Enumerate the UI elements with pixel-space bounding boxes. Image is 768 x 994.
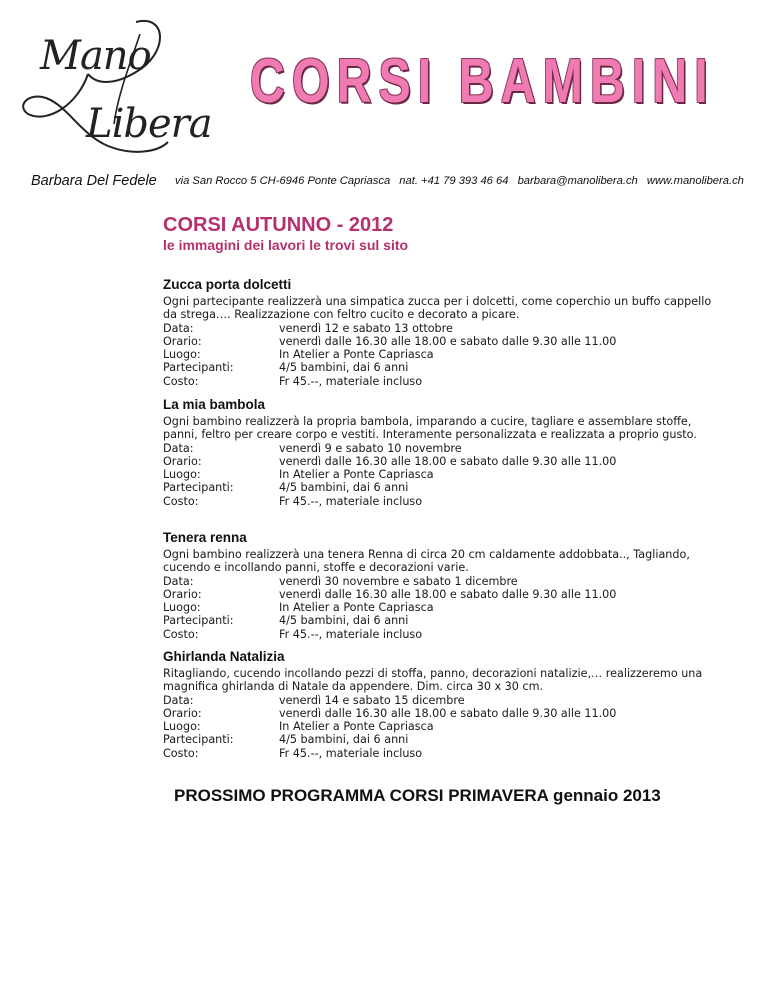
detail-label: Costo: xyxy=(163,627,199,641)
detail-row-luogo xyxy=(163,720,723,733)
detail-row-data xyxy=(163,694,723,707)
detail-value: 4/5 bambini, dai 6 anni xyxy=(279,481,409,495)
course-bambola xyxy=(163,397,723,508)
detail-row-costo xyxy=(163,747,723,760)
course-zucca xyxy=(163,277,723,388)
detail-label: Partecipanti: xyxy=(163,481,234,495)
course-renna xyxy=(163,530,723,641)
detail-label: Data: xyxy=(163,441,194,455)
page-title: CORSI AUTUNNO - 2012 xyxy=(163,214,394,236)
detail-value: venerdì dalle 16.30 alle 18.00 e sabato dalle 9.30 alle 11.00 xyxy=(279,706,617,720)
detail-row-partecipanti xyxy=(163,481,723,494)
detail-label: Orario: xyxy=(163,454,202,468)
contact-website[interactable]: www.manolibera.ch xyxy=(646,175,744,187)
detail-value: In Atelier a Ponte Capriasca xyxy=(279,348,434,362)
detail-label: Data: xyxy=(163,693,194,707)
detail-row-data xyxy=(163,575,723,588)
detail-label: Costo: xyxy=(163,374,199,388)
course-title: Zucca porta dolcetti xyxy=(163,277,292,292)
detail-label: Partecipanti: xyxy=(163,733,234,747)
detail-label: Luogo: xyxy=(163,601,201,615)
detail-row-orario xyxy=(163,707,723,720)
course-title: La mia bambola xyxy=(163,397,266,412)
course-description: Ogni bambino realizzerà una tenera Renna di circa 20 cm caldamente addobbata.., Tagliando, cucendo e incollando panni, stoffe e decorazioni varie. xyxy=(163,548,690,575)
detail-value: Fr 45.--, materiale incluso xyxy=(279,374,423,388)
banner xyxy=(250,42,715,122)
banner-title: CORSI BAMBINI xyxy=(250,47,715,116)
detail-value: venerdì dalle 16.30 alle 18.00 e sabato dalle 9.30 alle 11.00 xyxy=(279,334,617,348)
detail-value: In Atelier a Ponte Capriasca xyxy=(279,468,434,482)
detail-value: Fr 45.--, materiale incluso xyxy=(279,746,423,760)
detail-value: venerdì dalle 16.30 alle 18.00 e sabato dalle 9.30 alle 11.00 xyxy=(279,454,617,468)
detail-label: Partecipanti: xyxy=(163,614,234,628)
detail-row-luogo xyxy=(163,468,723,481)
detail-value: 4/5 bambini, dai 6 anni xyxy=(279,361,409,375)
detail-value: venerdì 14 e sabato 15 dicembre xyxy=(279,693,465,707)
detail-value: In Atelier a Ponte Capriasca xyxy=(279,720,434,734)
detail-value: In Atelier a Ponte Capriasca xyxy=(279,601,434,615)
course-description: Ritagliando, cucendo incollando pezzi di stoffa, panno, decorazioni natalizie,… realizzeremo una magnifica ghirlanda di Natale da appendere. Dim. circa 30 x 30 cm. xyxy=(163,667,703,694)
course-ghirlanda xyxy=(163,649,723,760)
detail-row-partecipanti xyxy=(163,361,723,374)
detail-row-costo xyxy=(163,375,723,388)
detail-value: venerdì 30 novembre e sabato 1 dicembre xyxy=(279,574,518,588)
course-description: Ogni bambino realizzerà la propria bambola, imparando a cucire, tagliare e assemblare stoffe, panni, feltro per creare corpo e vestiti. Interamente personalizzata e realizzata a proprio gusto. xyxy=(163,415,697,442)
detail-value: 4/5 bambini, dai 6 anni xyxy=(279,614,409,628)
contact-line xyxy=(175,175,750,187)
detail-label: Data: xyxy=(163,574,194,588)
detail-row-orario xyxy=(163,335,723,348)
detail-row-data xyxy=(163,442,723,455)
detail-label: Luogo: xyxy=(163,348,201,362)
logo-text-libera: Libera xyxy=(86,101,212,147)
detail-label: Orario: xyxy=(163,587,202,601)
detail-value: Fr 45.--, materiale incluso xyxy=(279,494,423,508)
contact-phone: nat. +41 79 393 46 64 xyxy=(399,175,509,187)
detail-label: Partecipanti: xyxy=(163,361,234,375)
course-description: Ogni partecipante realizzerà una simpatica zucca per i dolcetti, come coperchio un buffo cappello da strega…. Realizzazione con feltro cucito e decorato a picare. xyxy=(163,295,712,322)
detail-row-partecipanti xyxy=(163,733,723,746)
page-subtitle: le immagini dei lavori le trovi sul sito xyxy=(163,237,409,253)
detail-label: Luogo: xyxy=(163,468,201,482)
detail-value: venerdì 12 e sabato 13 ottobre xyxy=(279,321,453,335)
logo-text-mano: Mano xyxy=(40,33,151,79)
next-program-heading: PROSSIMO PROGRAMMA CORSI PRIMAVERA gennaio 2013 xyxy=(174,786,661,805)
detail-row-costo xyxy=(163,628,723,641)
detail-value: venerdì dalle 16.30 alle 18.00 e sabato dalle 9.30 alle 11.00 xyxy=(279,587,617,601)
detail-value: Fr 45.--, materiale incluso xyxy=(279,627,423,641)
owner-name: Barbara Del Fedele xyxy=(31,173,157,189)
detail-row-costo xyxy=(163,495,723,508)
detail-row-luogo xyxy=(163,348,723,361)
detail-row-partecipanti xyxy=(163,614,723,627)
detail-label: Costo: xyxy=(163,746,199,760)
detail-value: venerdì 9 e sabato 10 novembre xyxy=(279,441,462,455)
detail-value: 4/5 bambini, dai 6 anni xyxy=(279,733,409,747)
detail-row-data xyxy=(163,322,723,335)
detail-row-orario xyxy=(163,588,723,601)
contact-address: via San Rocco 5 CH-6946 Ponte Capriasca xyxy=(175,175,391,187)
detail-row-orario xyxy=(163,455,723,468)
course-title: Tenera renna xyxy=(163,530,247,545)
logo xyxy=(18,14,212,164)
detail-row-luogo xyxy=(163,601,723,614)
course-title: Ghirlanda Natalizia xyxy=(163,649,285,664)
detail-label: Data: xyxy=(163,321,194,335)
detail-label: Costo: xyxy=(163,494,199,508)
detail-label: Orario: xyxy=(163,334,202,348)
detail-label: Orario: xyxy=(163,706,202,720)
detail-label: Luogo: xyxy=(163,720,201,734)
contact-email[interactable]: barbara@manolibera.ch xyxy=(517,175,638,187)
